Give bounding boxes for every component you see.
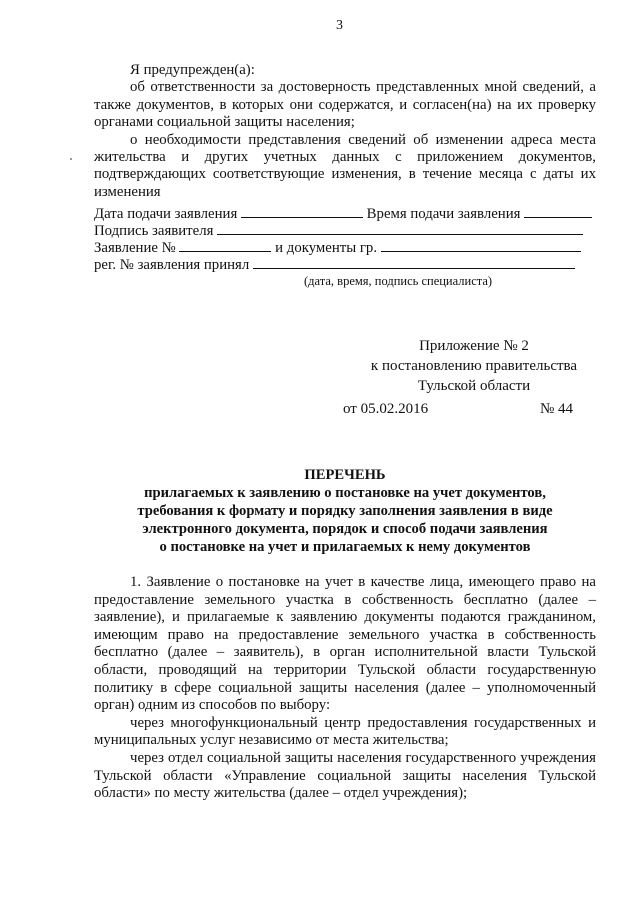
submission-time-line (524, 205, 592, 218)
application-no-label: Заявление № (94, 240, 176, 256)
warning-intro: Я предупрежден(а): (130, 62, 255, 78)
heading-line-4: о постановке на учет и прилагаемых к нему документов (159, 539, 531, 555)
field-application-row (94, 239, 581, 257)
field-signature-row (94, 222, 583, 240)
heading-title: ПЕРЕЧЕНЬ (304, 467, 386, 483)
submission-date-line (241, 205, 363, 218)
application-no-line (179, 239, 271, 252)
warning-block (94, 62, 596, 201)
documents-line (381, 239, 581, 252)
appendix-line-1: Приложение № 2 (419, 338, 529, 354)
heading-line-2: требования к формату и порядку заполнения заявления в виде (137, 503, 553, 519)
margin-mark (70, 158, 72, 160)
field-submission-row (94, 205, 592, 223)
page-number: 3 (336, 18, 343, 33)
heading-line-1: прилагаемых к заявлению о постановке на учет документов, (144, 485, 546, 501)
heading-line-3: электронного документа, порядок и способ подачи заявления (142, 521, 548, 537)
appendix-line-2: к постановлению правительства (370, 358, 578, 374)
signature-note: (дата, время, подпись специалиста) (304, 274, 493, 288)
body-text (94, 574, 596, 803)
warning-item-changes: о необходимости представления сведений об изменении адреса места жительства и других учетных данных с приложением документов, подтверждающих соответствующие изменения, в течение месяца с даты их изменения (94, 131, 596, 200)
paragraph-1: 1. Заявление о постановке на учет в качестве лица, имеющего право на предоставление земельного участка в собственность бесплатно (далее – заявление), и прилагаемые к заявлению документы подаются гражданином, имеющим право на предоставление земельного участка в собственность бесплатно (далее – заявитель), в орган исполнительной власти Тульской области, проводящий на территории Тульской области государственную политику в сфере социальной защиты населения (далее – уполномоченный орган) одним из способов по выбору: (94, 574, 596, 714)
appendix-line-3: Тульской области (417, 378, 531, 394)
applicant-signature-line (217, 222, 583, 235)
paragraph-2: через многофункциональный центр предоставления государственных и муниципальных услуг независимо от места жительства; (94, 714, 596, 749)
appendix-number: № 44 (540, 401, 574, 417)
applicant-signature-label: Подпись заявителя (94, 223, 214, 239)
documents-label: и документы гр. (275, 240, 378, 256)
field-reg-row (94, 256, 575, 274)
submission-date-label: Дата подачи заявления (94, 206, 238, 222)
appendix-date: от 05.02.2016 (343, 401, 429, 417)
reg-no-label: рег. № заявления принял (94, 257, 250, 273)
paragraph-3: через отдел социальной защиты населения государственного учреждения Тульской области «Управление социальной защиты населения Тульской области» по месту жительства (далее – отдел учреждения); (94, 749, 596, 802)
submission-time-label: Время подачи заявления (366, 206, 521, 222)
warning-item-responsibility: об ответственности за достоверность представленных мной сведений, а также документов, в которых они содержатся, и согласен(на) на их проверку органами социальной защиты населения; (94, 79, 596, 131)
reg-no-line (253, 256, 575, 269)
